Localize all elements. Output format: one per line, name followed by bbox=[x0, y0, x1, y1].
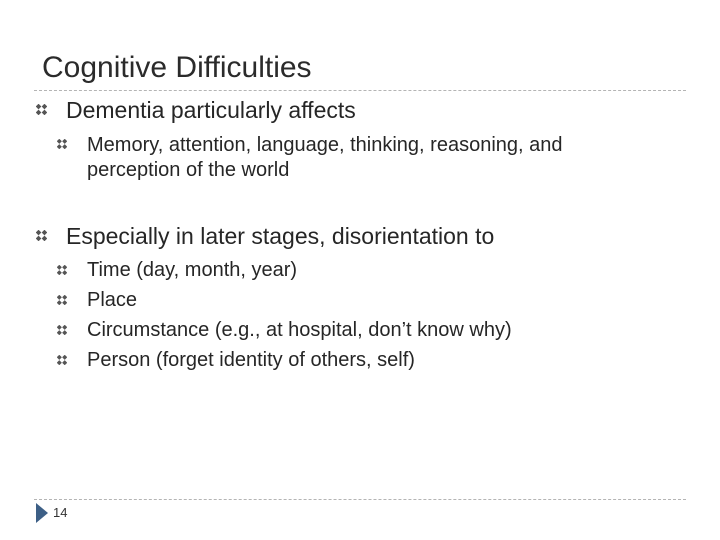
sub-bullet-item: Person (forget identity of others, self) bbox=[87, 349, 415, 371]
sub-bullet-item-continuation: perception of the world bbox=[87, 159, 290, 181]
four-diamond-bullet-icon bbox=[57, 139, 67, 149]
footer-divider bbox=[34, 499, 686, 500]
sub-bullet-item: Memory, attention, language, thinking, reasoning, and bbox=[87, 134, 563, 156]
sub-bullet-item: Circumstance (e.g., at hospital, don’t know why) bbox=[87, 319, 512, 341]
slide-number-triangle-icon bbox=[36, 503, 48, 523]
bullet-item: Dementia particularly affects bbox=[66, 97, 356, 123]
four-diamond-bullet-icon bbox=[57, 295, 67, 305]
four-diamond-bullet-icon bbox=[57, 325, 67, 335]
slide-title: Cognitive Difficulties bbox=[42, 51, 312, 84]
title-divider bbox=[34, 90, 686, 91]
four-diamond-bullet-icon bbox=[57, 355, 67, 365]
sub-bullet-item: Time (day, month, year) bbox=[87, 259, 298, 281]
four-diamond-bullet-icon bbox=[57, 265, 67, 275]
four-diamond-bullet-icon bbox=[36, 230, 47, 241]
bullet-item: Especially in later stages, disorientation to bbox=[66, 223, 495, 249]
slide-number: 14 bbox=[53, 505, 68, 520]
sub-bullet-item: Place bbox=[87, 289, 138, 311]
four-diamond-bullet-icon bbox=[36, 104, 47, 115]
